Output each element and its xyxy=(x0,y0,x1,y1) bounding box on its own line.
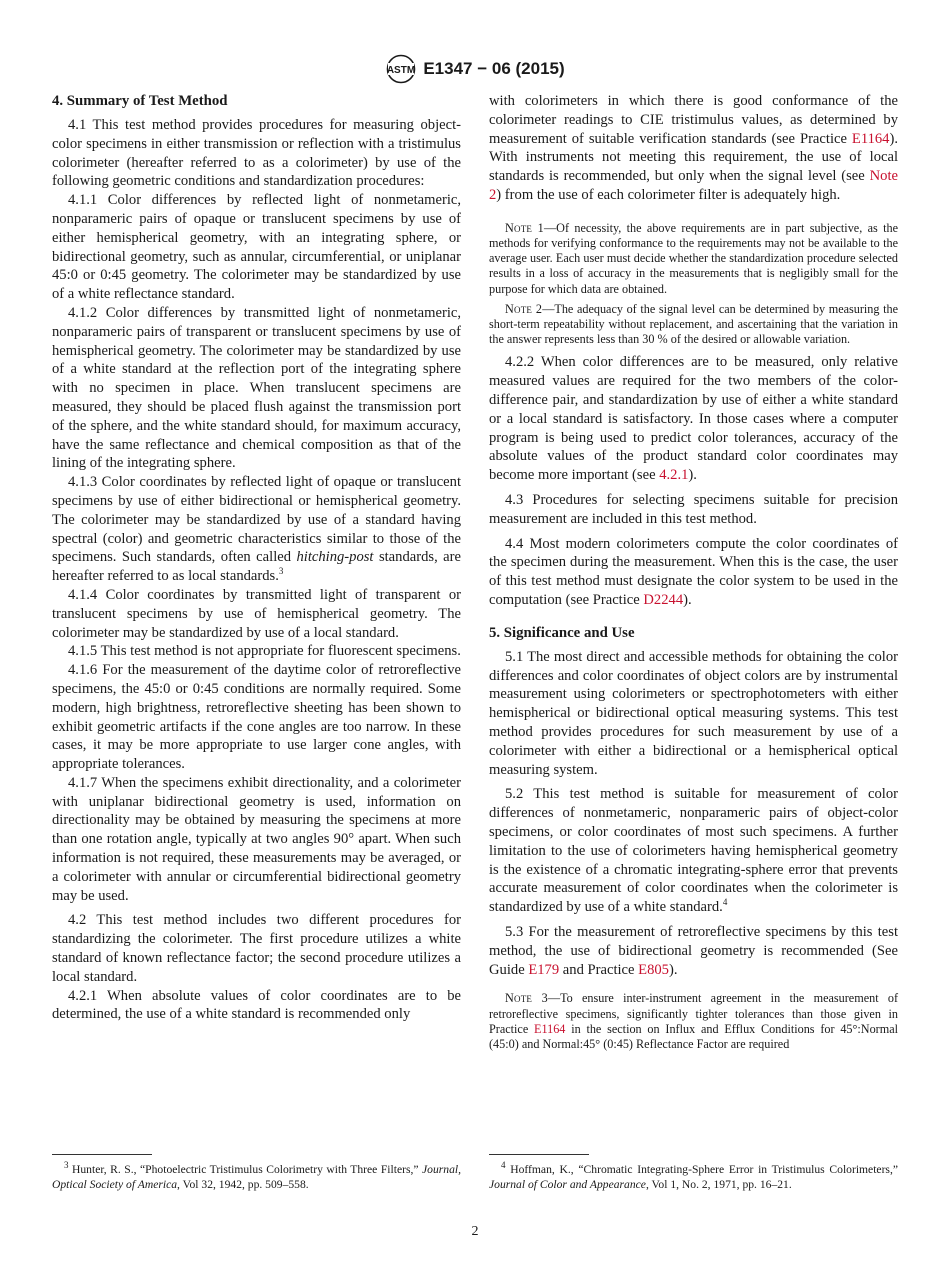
paragraph-4-1-4: 4.1.4 Color coordinates by transmitted light of transparent or translucent specimens by use of hemispherical geometry. The colorimeter may be standardized by use of a local standard. xyxy=(52,586,461,641)
paragraph-4-1-2: 4.1.2 Color differences by transmitted light of nonmetameric, nonparameric pairs of transparent or translucent specimens by use of hemispherical geometry. The colorimeter may be standardized by use of a white standard at the reflection port of the integrating sphere with no specimen in place. When translucent specimens are measured, they should be placed flush against the transmission port of the sphere, and the white standard should, for maximum accuracy, have the same reflectance and chemical composition as that of the lining of the integrating sphere. xyxy=(52,304,461,472)
paragraph-4-4: 4.4 Most modern colorimeters compute the color coordinates of the specimen during the measurement. When this is the case, the user of this test method must designate the color system to be used in the computation (see Practice D2244). xyxy=(489,535,898,608)
page-number: 2 xyxy=(471,1224,479,1239)
page-header xyxy=(0,54,950,84)
left-column xyxy=(52,92,461,1024)
standard-designation: E1347 − 06 (2015) xyxy=(423,59,565,78)
note-2: Note 2—The adequacy of the signal level can be determined by measuring the short-term repeatability without replacement, and ascertaining that the variation in the answer represents less than 30 % of the desired or allowable variation. xyxy=(489,301,898,347)
paragraph-4-3: 4.3 Procedures for selecting specimens suitable for precision measurement are included in this test method. xyxy=(489,491,898,527)
paragraph-4-1: 4.1 This test method provides procedures for measuring object-color specimens in either transmission or reflection with a tristimulus colorimeter (hereafter referred to as a colorimeter) by use of the following geometric conditions and standardization procedures: xyxy=(52,117,461,190)
link-e805[interactable]: E805 xyxy=(638,961,669,978)
paragraph-4-2-2: 4.2.2 When color differences are to be measured, only relative measured values are required for the two members of the color-difference pair, and standardization by use of either a white standard or a local standard is satisfactory. In those cases where a computer program is being used to predict color tolerances, accuracy of the absolute values of the product standard color coordinates may become more important (see 4.2.1). xyxy=(489,354,898,484)
link-note-2[interactable]: Note 2 xyxy=(489,168,898,203)
paragraph-4-1-5: 4.1.5 This test method is not appropriate for fluorescent specimens. xyxy=(68,643,461,660)
svg-text:ASTM: ASTM xyxy=(387,65,416,76)
paragraph-5-3: 5.3 For the measurement of retroreflective specimens by this test method, the use of bidirectional geometry is recommended (See Guide E179 and Practice E805). xyxy=(489,923,898,978)
section-5-heading: 5. Significance and Use xyxy=(489,624,635,641)
paragraph-4-1-7: 4.1.7 When the specimens exhibit directionality, and a colorimeter with uniplanar bidirectional geometry is used, information on directionality may be obtained by measuring the specimens at more than one rotation angle, typically at two angles 90° apart. When such information is not required, these measurements may be averaged, or a colorimeter with annular or circumferential bidirectional geometry may be used. xyxy=(52,774,461,904)
paragraph-4-2: 4.2 This test method includes two different procedures for standardizing the colorimeter. The first procedure utilizes a white standard of known reflectance factor; the second procedure utilizes a local standard. xyxy=(52,912,461,985)
section-4-heading: 4. Summary of Test Method xyxy=(52,93,228,109)
paragraph-4-1-1: 4.1.1 Color differences by reflected light of nonmetameric, nonparameric pairs of opaque or translucent specimens by use of either hemispherical geometry, with an integrating sphere, or bidirectional geometry, such as annular, circumferential, or uniplanar 45:0 or 0:45 geometry. The colorimeter may be standardized by use of a white reflectance standard. xyxy=(52,192,461,303)
right-column xyxy=(489,92,898,1052)
footnote-3: $^3$ Hunter, R. S., “Photoelectric Tristimulus Colorimetry with Three Filters,” Journal, Optical Society of America, Vol 32, 1942, pp. 509–558. xyxy=(52,1160,461,1191)
footnote-4: $^4$ Hoffman, K., “Chromatic Integrating-Sphere Error in Tristimulus Colorimeters,” Journal of Color and Appearance, Vol 1, No. 2, 1971, pp. 16–21. xyxy=(489,1160,898,1191)
footnote-divider-right xyxy=(489,1154,589,1155)
paragraph-4-2-1: 4.2.1 When absolute values of color coordinates are to be determined, the use of a white standard is recommended only xyxy=(52,987,461,1023)
footnote-ref-3: 3 xyxy=(278,566,284,577)
paragraph-4-2-1-continued: with colorimeters in which there is good conformance of the colorimeter readings to CIE tristimulus values, as determined by measurement of suitable verification standards (see Practice E1164). With instruments not meeting this requirement, the use of local standards is recommended, but only when the signal level (see Note 2) from the use of each colorimeter filter is adequately high. xyxy=(489,93,898,203)
link-e179[interactable]: E179 xyxy=(528,961,560,978)
note-1: Note 1—Of necessity, the above requirements are in part subjective, as the methods for verifying conformance to the requirements may not be available to the average user. Each user must decide whether the standardization procedure selected results in a loss of accuracy in the measurements that is negligibly small for the purpose for which data are obtained. xyxy=(489,220,899,296)
astm-logo xyxy=(385,54,417,84)
link-e1164[interactable]: E1164 xyxy=(851,130,890,147)
paragraph-5-2: 5.2 This test method is suitable for measurement of color differences of nonmetameric, nonparameric pairs of object-color specimens, or color coordinates of most such specimens. A further limitation to the use of colorimeters having hemispherical geometry is the existence of a chromatic integrating-sphere error that prevents accurate measurement of color coordinates when the colorimeter is standardized by use of a white standard.$^4$ xyxy=(489,786,898,916)
link-e1164-note3[interactable]: E1164 xyxy=(534,1021,566,1036)
link-4-2-1[interactable]: 4.2.1 xyxy=(659,467,689,484)
link-d2244[interactable]: D2244 xyxy=(643,591,684,608)
footnote-ref-4: 4 xyxy=(722,897,728,908)
paragraph-4-1-3: 4.1.3 Color coordinates by reflected light of opaque or translucent specimens by use of either bidirectional or hemispherical geometry. The colorimeter may be standardized by use of a standard having spectral (color) and geometric characteristics similar to those of the specimens. Such standards, often called hitching-post standards, are hereafter referred to as local standards.$^3$ xyxy=(52,474,461,585)
note-3: Note 3—To ensure inter-instrument agreement in the measurement of retroreflective specimens, significantly tighter tolerances than those given in Practice E1164 in the section on Influx and Efflux Conditions for 45°:Normal (45:0) and Normal:45° (0:45) Reflectance Factor are required xyxy=(489,991,899,1051)
paragraph-4-1-6: 4.1.6 For the measurement of the daytime color of retroreflective specimens, the 45:0 or 0:45 conditions are normally required. Some modern, high brightness, retroreflective sheeting has been shown to exhibit geometric artifacts if the cone angles are too narrow. In these cases, it may be more appropriate to use larger cone angles, with appropriate tolerances. xyxy=(52,662,461,773)
paragraph-5-1: 5.1 The most direct and accessible methods for obtaining the color differences and color coordinates of object colors are by instrumental measurement using colorimeters or spectrophotometers with either hemispherical or bidirectional optical measuring systems. This test method provides procedures for such measurement by use of a colorimeter with either a bidirectional or a hemispherical optical measuring system. xyxy=(489,648,898,778)
footnote-divider-left xyxy=(52,1154,152,1155)
